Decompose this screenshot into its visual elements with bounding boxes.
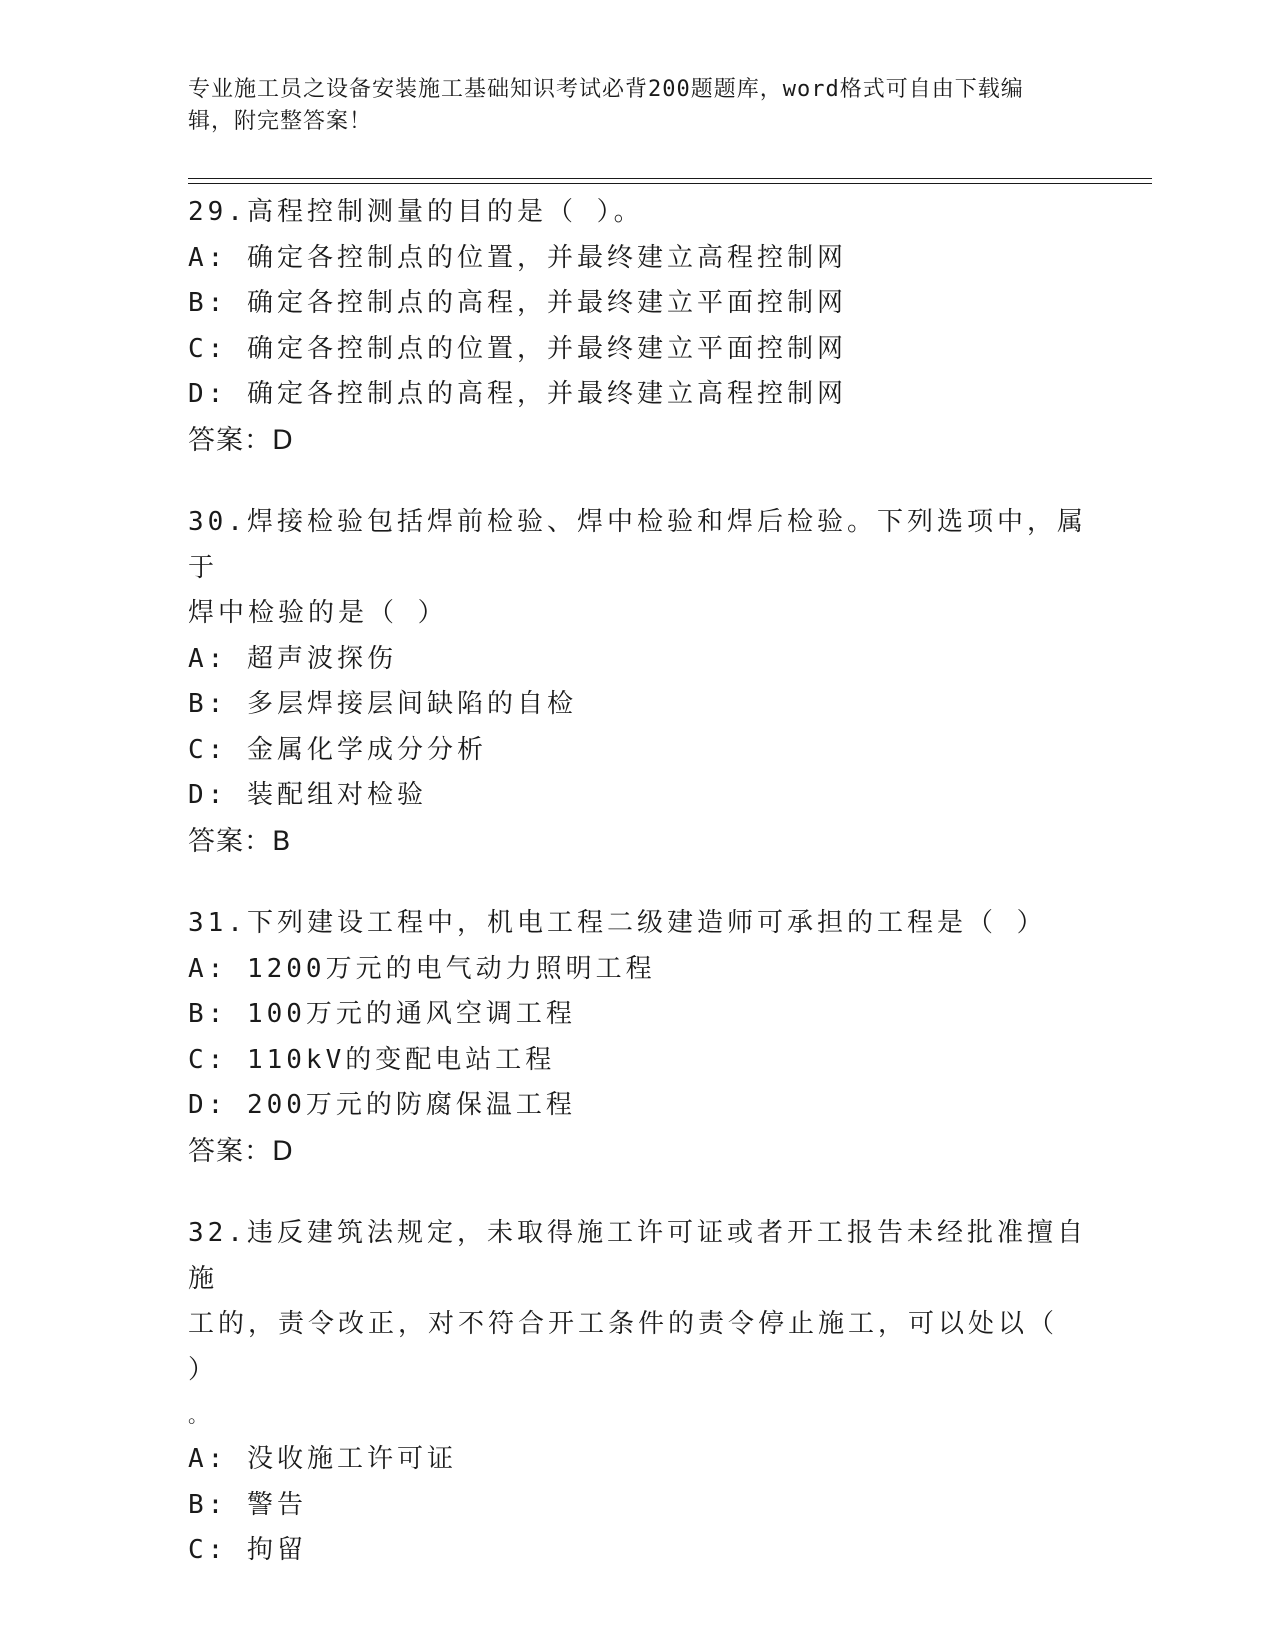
option-c: C: 110kV的变配电站工程 xyxy=(188,1044,556,1075)
option-b: B: 100万元的通风空调工程 xyxy=(188,999,576,1029)
header-divider-bottom xyxy=(188,183,1152,184)
question-32 xyxy=(188,1211,1088,1574)
question-stem-continued: 工的，责令改正，对不符合开工条件的责令停止施工，可以处以（ ） xyxy=(188,1309,1078,1385)
option-b: B: 多层焊接层间缺陷的自检 xyxy=(188,689,577,719)
answer-label: 答案：D xyxy=(188,1135,294,1167)
question-stem-tail: 。 xyxy=(188,1403,210,1427)
option-b: B: 确定各控制点的高程，并最终建立平面控制网 xyxy=(188,288,847,318)
question-stem: 29.高程控制测量的目的是（ ）。 xyxy=(188,197,644,227)
option-a: A: 超声波探伤 xyxy=(188,643,397,674)
option-d: D: 装配组对检验 xyxy=(188,780,427,810)
answer-label: 答案：D xyxy=(188,424,294,456)
option-a: A: 没收施工许可证 xyxy=(188,1444,457,1474)
option-c: C: 金属化学成分分析 xyxy=(188,734,487,765)
answer-label: 答案：B xyxy=(188,825,292,857)
question-stem: 31.下列建设工程中，机电工程二级建造师可承担的工程是（ ） xyxy=(188,908,1047,938)
option-c: C: 拘留 xyxy=(188,1535,307,1565)
question-stem: 32.违反建筑法规定，未取得施工许可证或者开工报告未经批准擅自施 xyxy=(188,1218,1087,1294)
option-a: A: 确定各控制点的位置，并最终建立高程控制网 xyxy=(188,242,847,273)
question-list xyxy=(188,190,1088,1611)
option-d: D: 200万元的防腐保温工程 xyxy=(188,1090,576,1120)
option-d: D: 确定各控制点的高程，并最终建立高程控制网 xyxy=(188,379,847,409)
question-31 xyxy=(188,901,1088,1174)
question-stem-continued: 焊中检验的是（ ） xyxy=(188,598,448,628)
option-a: A: 1200万元的电气动力照明工程 xyxy=(188,953,656,984)
question-stem: 30.焊接检验包括焊前检验、焊中检验和焊后检验。下列选项中，属于 xyxy=(188,507,1087,583)
question-29 xyxy=(188,190,1088,463)
document-header: 专业施工员之设备安装施工基础知识考试必背200题题库，word格式可自由下载编辑，附完整答案！ xyxy=(188,77,1024,134)
question-30 xyxy=(188,500,1088,864)
option-c: C: 确定各控制点的位置，并最终建立平面控制网 xyxy=(188,333,847,364)
header-divider-top xyxy=(188,178,1152,179)
option-b: B: 警告 xyxy=(188,1489,307,1520)
